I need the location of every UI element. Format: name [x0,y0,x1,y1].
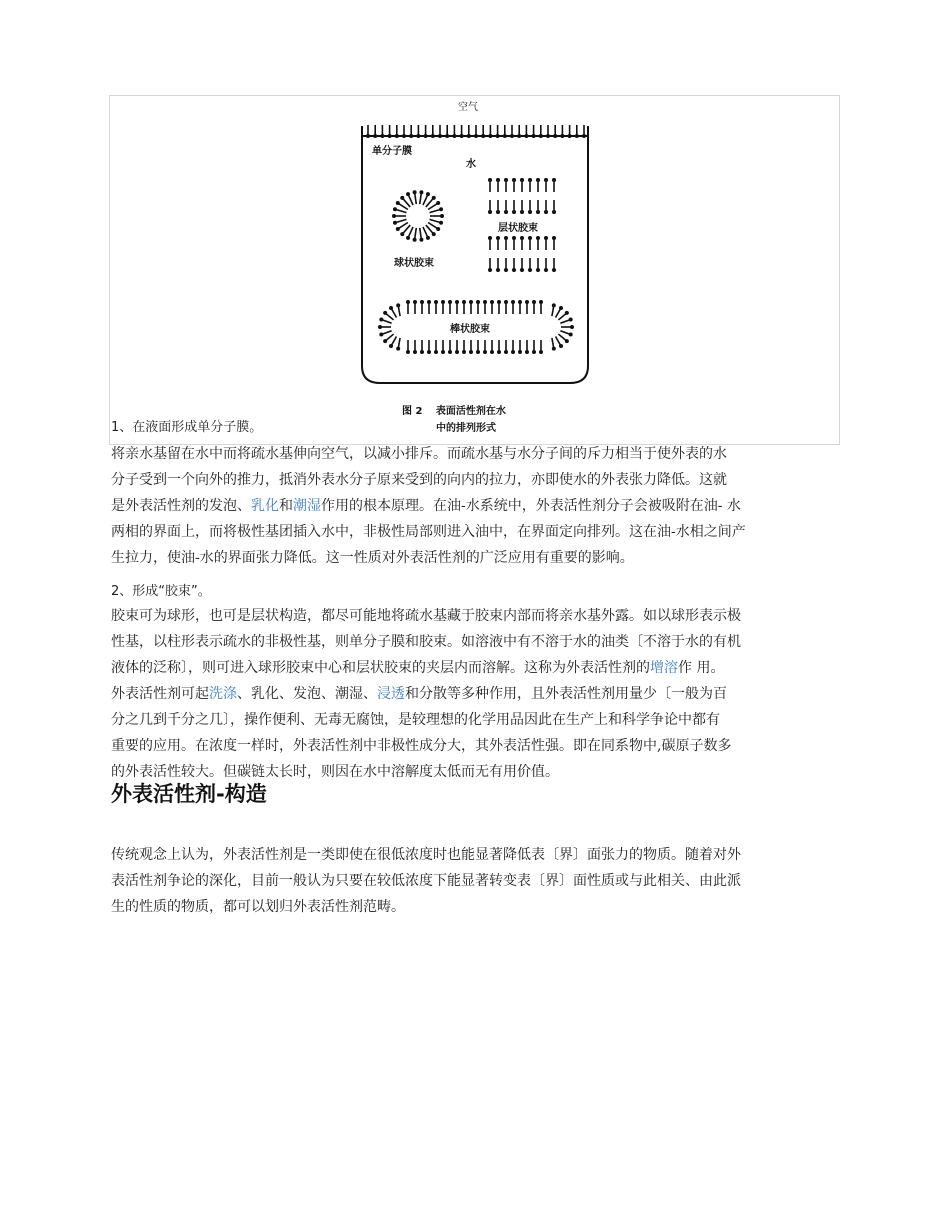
surfactant-head [565,311,569,315]
surfactant-head [392,214,396,218]
surfactant-arrangement-figure [358,96,594,440]
surfactant-head [460,134,464,138]
surfactant-head [389,344,393,348]
surfactant-head [536,178,540,182]
surfactant-head [488,268,492,272]
inline-link[interactable]: 浸透 [377,686,405,702]
paragraph-line [111,733,835,759]
monolayer-label: 单分子膜 [372,146,412,157]
surfactant-head [434,300,438,304]
surfactant-head [413,300,417,304]
surfactant-head [504,350,508,354]
surfactant-head [445,134,449,138]
paragraph-line [111,842,835,868]
surfactant-head [448,300,452,304]
text-run: 表活性剂争论的深化，目前一般认为只要在较低浓度下能显著转变表〔界〕面性质或与此相关、由此派 [111,873,741,889]
surfactant-head [393,207,397,211]
surfactant-head [511,350,515,354]
surfactant-head [488,178,492,182]
text-run: 的外表活性较大。但碳链太长时，则因在水中溶解度太低而无有用价值。 [111,764,559,780]
text-run: 生拉力，使油-水的界面张力降低。这一性质对外表活性剂的广泛应用有重要的影响。 [111,550,634,566]
surfactant-head [560,134,564,138]
surfactant-head [419,190,423,194]
surfactant-head [438,134,442,138]
surfactant-head [434,350,438,354]
surfactant-head [536,236,540,240]
surfactant-head [483,350,487,354]
surfactant-head [532,300,536,304]
surfactant-head [426,236,430,240]
surfactant-head [520,268,524,272]
surfactant-head [400,232,404,236]
surfactant-head [488,210,492,214]
surfactant-head [393,221,397,225]
surfactant-head [439,207,443,211]
surfactant-head [439,221,443,225]
text-run: 重要的应用。在浓度一样时，外表活性剂中非极性成分大，其外表活性强。即在同系物中,碳原子数多 [111,738,732,754]
surfactant-head [544,236,548,240]
surfactant-head [481,134,485,138]
surfactant-head [496,178,500,182]
surfactant-head [380,134,384,138]
surfactant-head [565,339,569,343]
text-run: 生的性质的物质，都可以划归外表活性剂范畴。 [111,899,405,915]
text-run: 作用的根本原理。在油-水系统中，外表活性剂分子会被吸附在油- 水 [321,498,741,514]
surfactant-head [518,350,522,354]
surfactant-head [476,300,480,304]
surfactant-head [452,134,456,138]
surfactant-head [402,134,406,138]
surfactant-head [462,300,466,304]
surfactant-head [532,350,536,354]
surfactant-head [424,134,428,138]
surfactant-head [544,178,548,182]
surfactant-head [496,268,500,272]
surfactant-head [490,350,494,354]
surfactant-head [568,134,572,138]
paragraph-line [111,681,835,707]
paragraph-line [111,467,835,493]
surfactant-head [383,339,387,343]
surfactant-head [379,317,383,321]
section3-paragraph [111,842,835,920]
paragraph-line [111,629,835,655]
surfactant-head [406,350,410,354]
inline-link[interactable]: 乳化 [251,498,279,514]
surfactant-head [396,303,400,307]
surfactant-head [388,134,392,138]
surfactant-head [432,196,436,200]
surfactant-head [373,134,377,138]
surfactant-head [504,300,508,304]
text-run: 传统观念上认为，外表活性剂是一类即使在很低浓度时也能显著降低表〔界〕面张力的物质。随着对外 [111,847,741,863]
paragraph-line [111,493,835,519]
surfactant-head [400,196,404,200]
surfactant-head [528,268,532,272]
text-run: 两相的界面上，而将极性基团插入水中，非极性局部则进入油中，在界面定向排列。这在油-水相之间产 [111,524,746,540]
surfactant-head [431,134,435,138]
text-run: 是外表活性剂的发泡、 [111,498,251,514]
surfactant-head [436,227,440,231]
surfactant-head [520,178,524,182]
surfactant-head [413,190,417,194]
text-run: 和 [279,498,293,514]
surfactant-head [536,268,540,272]
surfactant-head [512,178,516,182]
rod-micelle-label: 棒状胶束 [450,324,490,335]
section1-label: 1、在液面形成单分子膜。 [111,420,263,435]
lamellar-micelle-label: 层状胶束 [498,223,538,234]
text-run: 作 用。 [678,660,725,676]
surfactant-head [440,214,444,218]
section1-paragraph [111,441,835,571]
surfactant-head [520,236,524,240]
section2-paragraph [111,603,835,785]
surfactant-head [441,350,445,354]
surfactant-head [525,300,529,304]
surfactant-head [406,236,410,240]
surfactant-head [569,317,573,321]
surfactant-head [455,300,459,304]
surfactant-head [467,134,471,138]
surfactant-head [496,134,500,138]
surfactant-head [511,300,515,304]
inline-link[interactable]: 洗涤 [209,686,237,702]
surfactant-head [483,300,487,304]
paragraph-line [111,707,835,733]
surfactant-head [539,134,543,138]
surfactant-head [552,236,556,240]
text-run: 、乳化、发泡、潮湿、 [237,686,377,702]
surfactant-head [504,178,508,182]
surfactant-head [525,350,529,354]
surfactant-head [496,210,500,214]
surfactant-head [528,236,532,240]
text-run: 分之几到千分之几〕，操作便利、无毒无腐蚀，是较理想的化学用品因此在生产上和科学争论中都有 [111,712,720,728]
surfactant-head [552,303,556,307]
surfactant-head [462,350,466,354]
surfactant-head [395,134,399,138]
paragraph-line [111,868,835,894]
surfactant-head [520,210,524,214]
paragraph-line [111,441,835,467]
surfactant-head [544,268,548,272]
figure-caption-line2: 中的排列形式 [436,423,496,434]
air-label: 空气 [458,102,478,113]
paragraph-line [111,655,835,681]
surfactant-head [496,236,500,240]
surfactant-head [528,178,532,182]
surfactant-head [488,134,492,138]
surfactant-head [378,325,382,329]
surfactant-head [517,134,521,138]
inline-link[interactable]: 潮湿 [293,498,321,514]
surfactant-head [476,350,480,354]
surfactant-head [512,236,516,240]
surfactant-head [474,134,478,138]
surfactant-head [396,227,400,231]
surfactant-head [539,300,543,304]
surfactant-head [469,350,473,354]
surfactant-head [504,210,508,214]
text-run: 胶束可为球形，也可是层状构造，都尽可能地将疏水基藏于胶束内部而将亲水基外露。如以球形表示极 [111,608,741,624]
surfactant-head [546,134,550,138]
surfactant-head [366,134,370,138]
surfactant-head [524,134,528,138]
surfactant-head [559,306,563,310]
surfactant-head [552,347,556,351]
surfactant-head [436,201,440,205]
surfactant-head [510,134,514,138]
surfactant-head [497,300,501,304]
surfactant-head [441,300,445,304]
surfactant-head [469,300,473,304]
inline-link[interactable]: 增溶 [650,660,678,676]
surfactant-head [379,333,383,337]
surfactant-head [416,134,420,138]
surfactant-head [504,268,508,272]
surfactant-head [413,238,417,242]
surfactant-head [512,210,516,214]
surfactant-head [553,134,557,138]
text-run: 将亲水基留在水中而将疏水基伸向空气，以减小排斥。而疏水基与水分子间的斥力相当于使外表的水 [111,446,727,462]
spherical-micelle-label: 球状胶束 [394,258,434,269]
surfactant-head [490,300,494,304]
surfactant-head [559,344,563,348]
surfactant-head [575,134,579,138]
surfactant-head [427,300,431,304]
surfactant-head [552,210,556,214]
surfactant-head [503,134,507,138]
surfactant-head [544,210,548,214]
surfactant-head [552,268,556,272]
surfactant-head [383,311,387,315]
surfactant-head [396,201,400,205]
text-run: 性基，以柱形表示疏水的非极性基，则单分子膜和胶束。如溶液中有不溶于水的油类〔不溶于水的有机 [111,634,741,650]
surfactant-head [426,192,430,196]
surfactant-head [420,350,424,354]
surfactant-head [432,232,436,236]
surfactant-head [409,134,413,138]
surfactant-head [512,268,516,272]
section2-label: 2、形成“胶束”。 [111,584,211,599]
surfactant-head [497,350,501,354]
surfactant-head [448,350,452,354]
paragraph-line [111,603,835,629]
surfactant-head [528,210,532,214]
figure-caption-line1: 图 2 表面活性剂在水 [402,406,506,417]
text-run: 分子受到一个向外的推力，抵消外表水分子原来受到的向内的拉力，亦即使水的外表张力降低。这就 [111,472,727,488]
surfactant-head [536,210,540,214]
paragraph-line [111,894,835,920]
surfactant-head [532,134,536,138]
surfactant-head [455,350,459,354]
surfactant-head [552,178,556,182]
text-run: 外表活性剂可起 [111,686,209,702]
surfactant-head [582,134,586,138]
surfactant-head [420,300,424,304]
surfactant-head [569,333,573,337]
paragraph-line [111,545,835,571]
surfactant-head [539,350,543,354]
surfactant-head [406,192,410,196]
text-run: 液体的泛称〕，则可进入球形胶束中心和层状胶束的夹层内而溶解。这称为外表活性剂的 [111,660,650,676]
surfactant-head [488,236,492,240]
surfactant-head [389,306,393,310]
water-label: 水 [466,159,476,170]
surfactant-head [406,300,410,304]
section-heading: 外表活性剂-构造 [111,782,267,806]
surfactant-head [504,236,508,240]
surfactant-head [396,347,400,351]
surfactant-head [413,350,417,354]
surfactant-head [518,300,522,304]
surfactant-head [427,350,431,354]
paragraph-line [111,519,835,545]
text-run: 和分散等多种作用，且外表活性剂用量少〔一般为百 [405,686,727,702]
surfactant-head [570,325,574,329]
surfactant-head [419,238,423,242]
